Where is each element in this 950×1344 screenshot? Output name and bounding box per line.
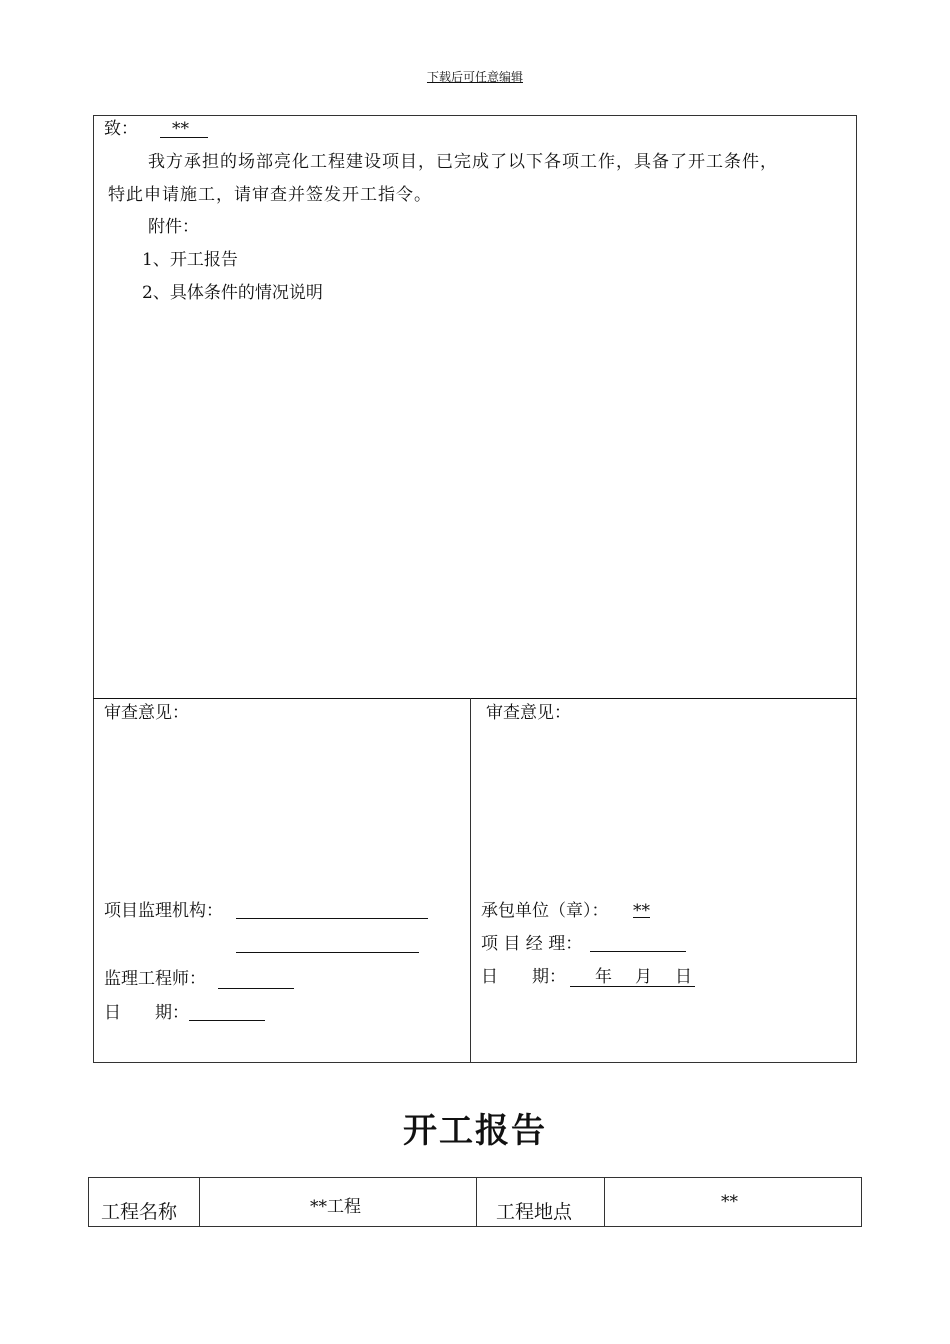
right-date-label: 日 期： bbox=[481, 967, 566, 987]
attachments-label: 附件： bbox=[148, 217, 199, 237]
project-manager-label: 项 目 经 理： bbox=[481, 934, 583, 954]
request-body-line2: 特此申请施工，请审查并签发开工指令。 bbox=[108, 185, 432, 205]
left-opinion-label: 审查意见： bbox=[104, 703, 189, 723]
to-underline bbox=[160, 137, 208, 138]
right-opinion-label: 审查意见： bbox=[486, 703, 571, 723]
supervision-org-line-2 bbox=[236, 952, 419, 953]
attachment-2: 2、具体条件的情况说明 bbox=[142, 283, 323, 303]
report-title: 开工报告 bbox=[403, 1111, 547, 1151]
attachment-1: 1、开工报告 bbox=[142, 250, 238, 270]
supervision-org-line bbox=[236, 918, 428, 919]
supervision-engineer-label: 监理工程师： bbox=[104, 969, 206, 989]
right-date-line bbox=[570, 986, 695, 987]
cell-location-label bbox=[476, 1177, 605, 1227]
to-value: ** bbox=[172, 119, 189, 139]
project-location-value: ** bbox=[721, 1192, 738, 1212]
review-divider-horizontal bbox=[93, 698, 857, 699]
to-label: 致： bbox=[104, 119, 138, 139]
project-name-label: 工程名称 bbox=[101, 1201, 178, 1223]
left-date-line bbox=[189, 1020, 265, 1021]
contractor-label: 承包单位（章）： bbox=[481, 901, 609, 921]
review-divider-vertical bbox=[470, 698, 471, 1063]
cell-location-value bbox=[604, 1177, 862, 1227]
request-body-line1: 我方承担的场部亮化工程建设项目，已完成了以下各项工作，具备了开工条件， bbox=[148, 152, 778, 172]
contractor-value: ** bbox=[633, 901, 650, 921]
left-date-label: 日 期： bbox=[104, 1003, 189, 1023]
cell-name-value bbox=[199, 1177, 477, 1227]
header-note: 下载后可任意编辑 bbox=[426, 70, 523, 84]
supervision-engineer-line bbox=[218, 988, 294, 989]
right-date-value: 年 月 日 bbox=[575, 967, 695, 987]
project-manager-line bbox=[590, 951, 686, 952]
supervision-org-label: 项目监理机构： bbox=[104, 901, 223, 921]
project-location-label: 工程地点 bbox=[496, 1201, 573, 1223]
project-name-value: **工程 bbox=[310, 1197, 361, 1217]
cell-name-label bbox=[88, 1177, 200, 1227]
